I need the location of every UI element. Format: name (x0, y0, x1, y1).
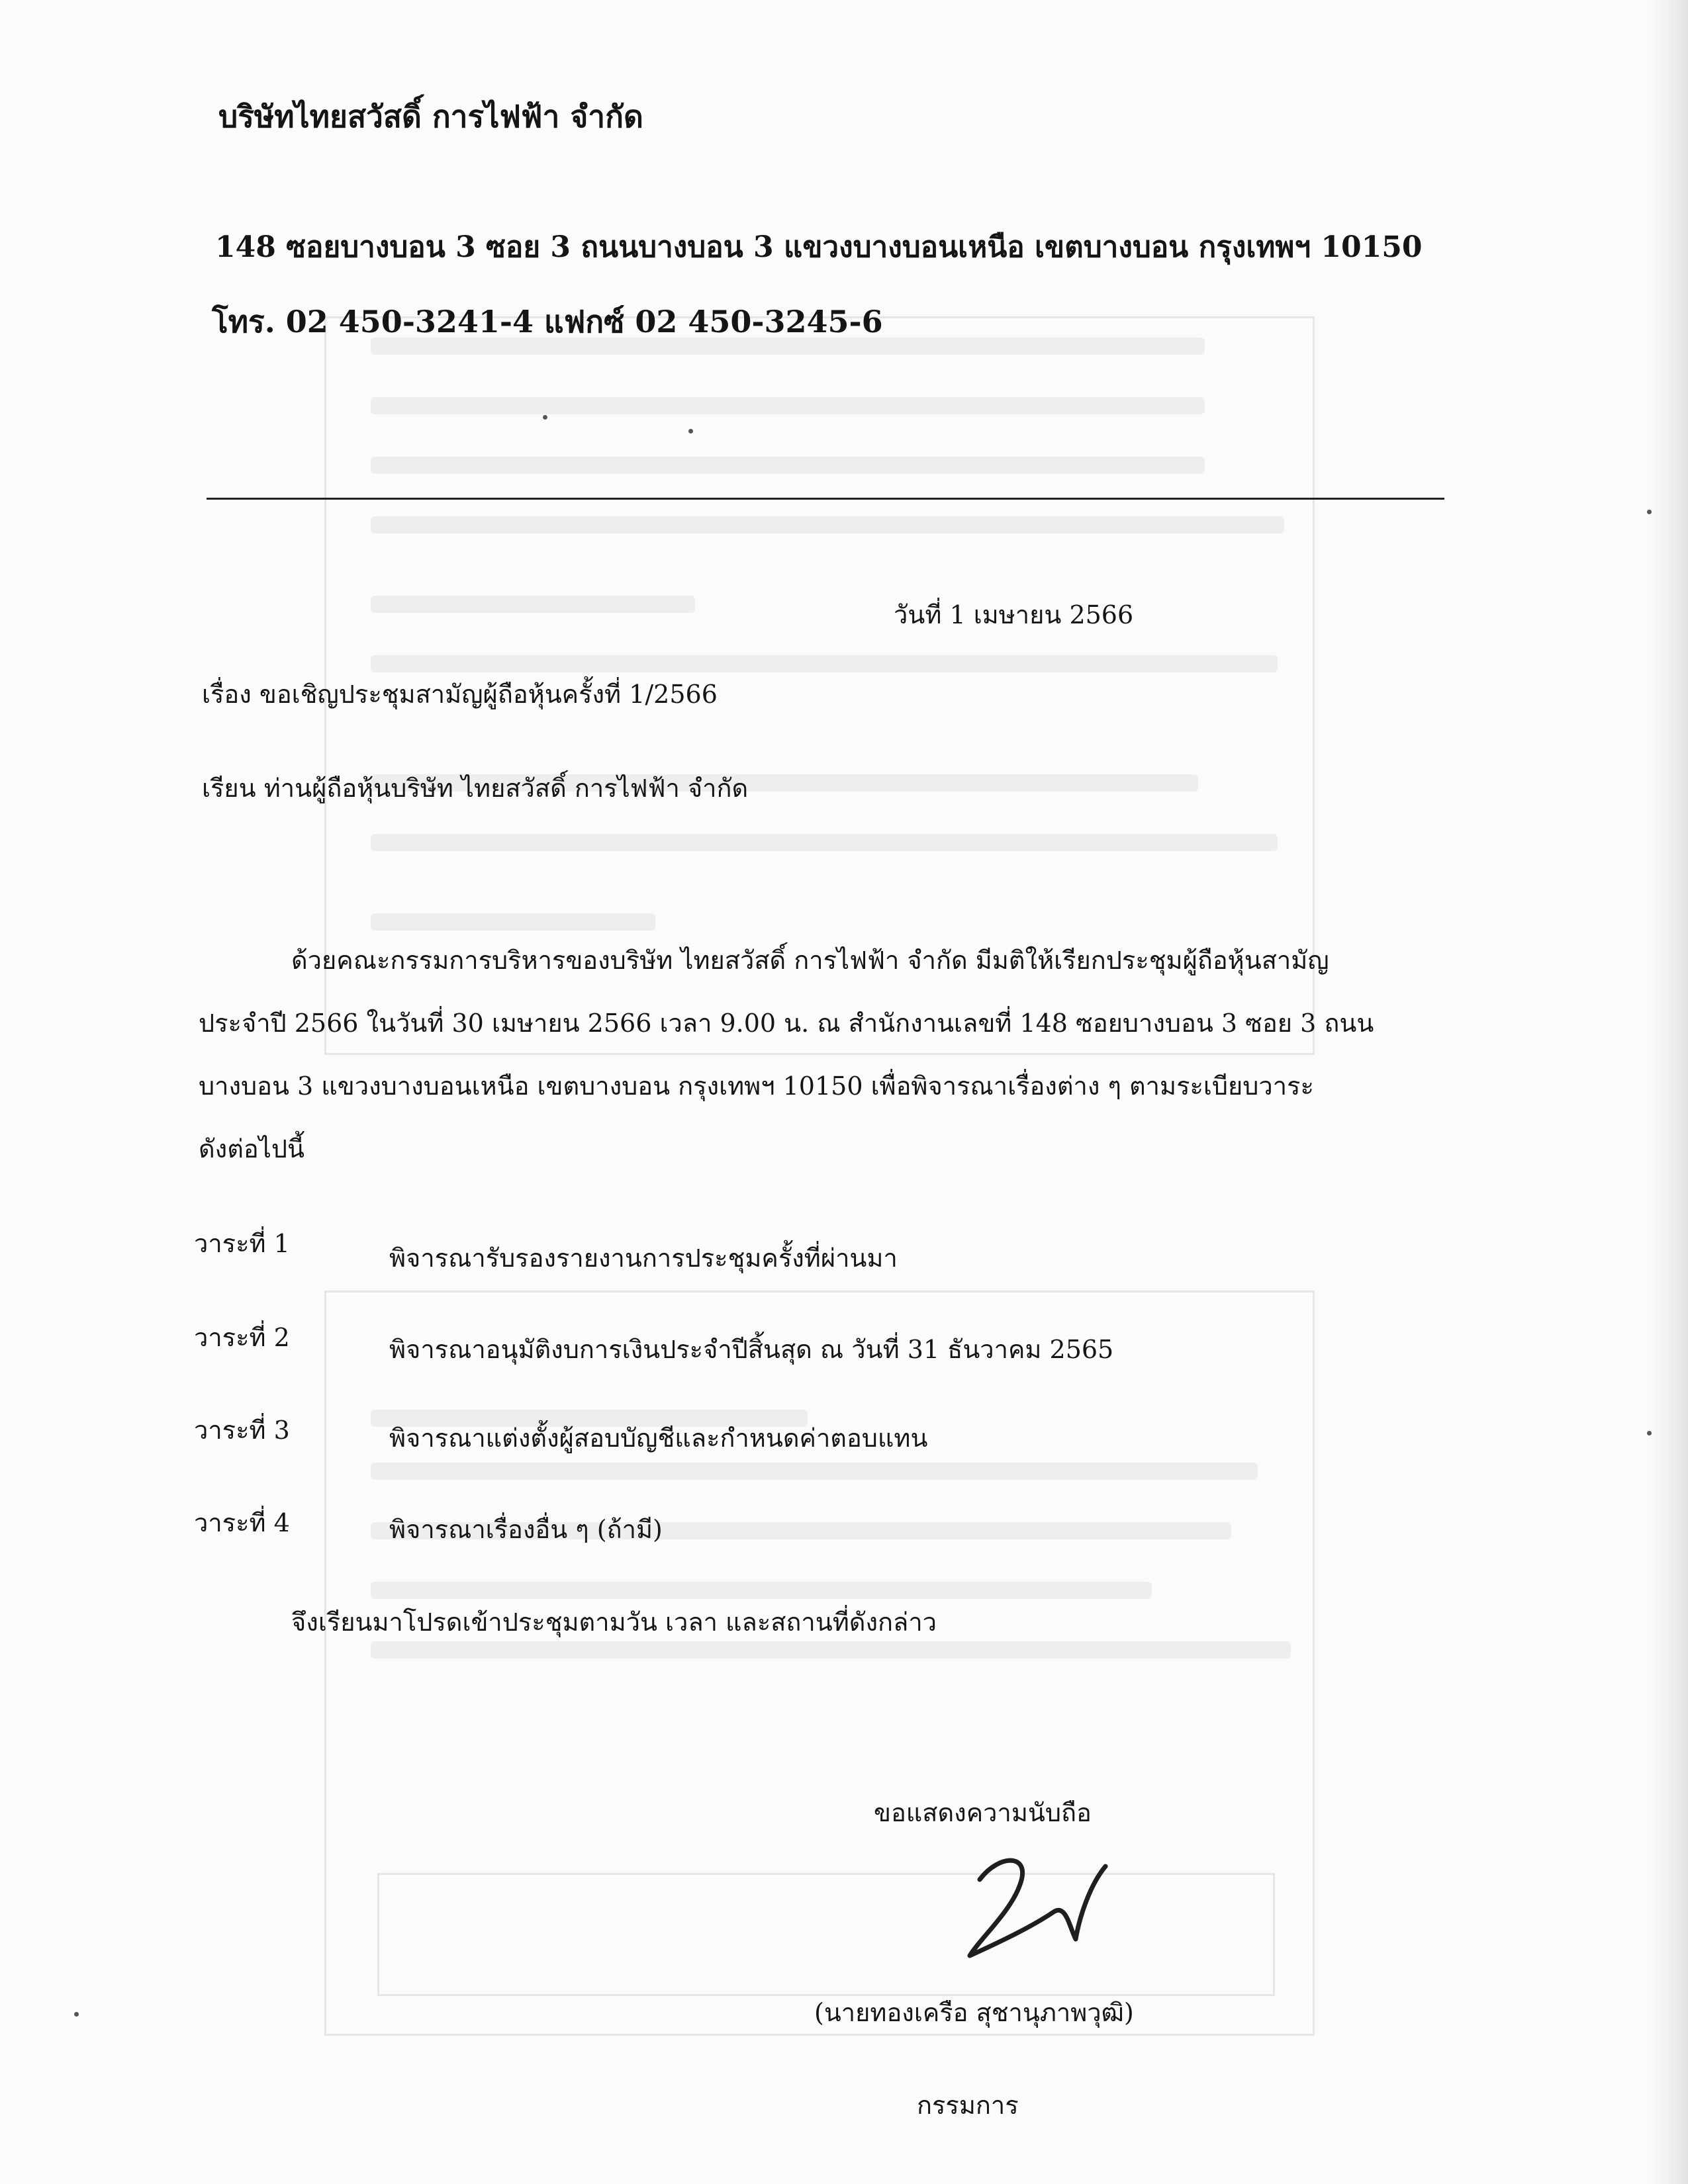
scan-speck (688, 429, 693, 433)
body-line-2: ประจำปี 2566 ในวันที่ 30 เมษายน 2566 เวลา 9.00 น. ณ สำนักงานเลขที่ 148 ซอยบางบอน 3 ซอย 3 ถนน (199, 1009, 1374, 1038)
scan-speck (1647, 510, 1652, 514)
agenda-text: พิจารณาอนุมัติงบการเงินประจำปีสิ้นสุด ณ วันที่ 31 ธันวาคม 2565 (389, 1335, 1114, 1364)
page-edge-shadow (1648, 0, 1688, 2184)
agenda-number: วาระที่ 1 (194, 1229, 290, 1258)
show-through-line (371, 596, 695, 613)
body-line-1: ด้วยคณะกรรมการบริหารของบริษัท ไทยสวัสดิ์ การไฟฟ้า จำกัด มีมติให้เรียกประชุมผู้ถือหุ้นสามัญ (291, 946, 1329, 975)
show-through-line (371, 516, 1284, 533)
letterhead-divider (207, 498, 1444, 500)
scan-speck (1647, 1431, 1652, 1435)
closing-request: จึงเรียนมาโปรดเข้าประชุมตามวัน เวลา และสถานที่ดังกล่าว (291, 1608, 937, 1637)
body-line-4: ดังต่อไปนี้ (199, 1134, 305, 1163)
scan-speck (543, 415, 547, 420)
letter-date: วันที่ 1 เมษายน 2566 (894, 600, 1134, 629)
signatory-name: (นายทองเครือ สุชานุภาพวุฒิ) (814, 1998, 1134, 2027)
scan-speck (74, 2012, 79, 2017)
agenda-number: วาระที่ 3 (194, 1416, 290, 1445)
agenda-number: วาระที่ 2 (194, 1323, 290, 1352)
company-name: บริษัทไทยสวัสดิ์ การไฟฟ้า จำกัด (218, 99, 643, 134)
letter-recipient: เรียน ท่านผู้ถือหุ้นบริษัท ไทยสวัสดิ์ การไฟฟ้า จำกัด (202, 774, 749, 803)
agenda-text: พิจารณาแต่งตั้งผู้สอบบัญชีและกำหนดค่าตอบแทน (389, 1424, 928, 1453)
show-through-line (371, 1641, 1291, 1659)
signature (953, 1840, 1125, 1966)
show-through-line (371, 1582, 1152, 1599)
signatory-title: กรรมการ (917, 2091, 1019, 2120)
company-address: 148 ซอยบางบอน 3 ซอย 3 ถนนบางบอน 3 แขวงบางบอนเหนือ เขตบางบอน กรุงเทพฯ 10150 (215, 230, 1423, 264)
agenda-text: พิจารณารับรองรายงานการประชุมครั้งที่ผ่านมา (389, 1244, 898, 1273)
agenda-text: พิจารณาเรื่องอื่น ๆ (ถ้ามี) (389, 1515, 663, 1544)
show-through-line (371, 655, 1278, 672)
regards: ขอแสดงความนับถือ (874, 1798, 1092, 1827)
show-through-box-inner (377, 1873, 1275, 1996)
show-through-line (371, 1463, 1258, 1480)
agenda-number: วาระที่ 4 (194, 1508, 290, 1537)
phone-fax: โทร. 02 450-3241-4 แฟกซ์ 02 450-3245-6 (212, 304, 883, 340)
show-through-line (371, 397, 1205, 414)
show-through-line (371, 913, 655, 931)
show-through-line (371, 834, 1278, 851)
body-line-3: บางบอน 3 แขวงบางบอนเหนือ เขตบางบอน กรุงเทพฯ 10150 เพื่อพิจารณาเรื่องต่าง ๆ ตามระเบียบวาระ (199, 1071, 1314, 1101)
show-through-line (371, 457, 1205, 474)
letter-subject: เรื่อง ขอเชิญประชุมสามัญผู้ถือหุ้นครั้งที่ 1/2566 (202, 680, 718, 709)
